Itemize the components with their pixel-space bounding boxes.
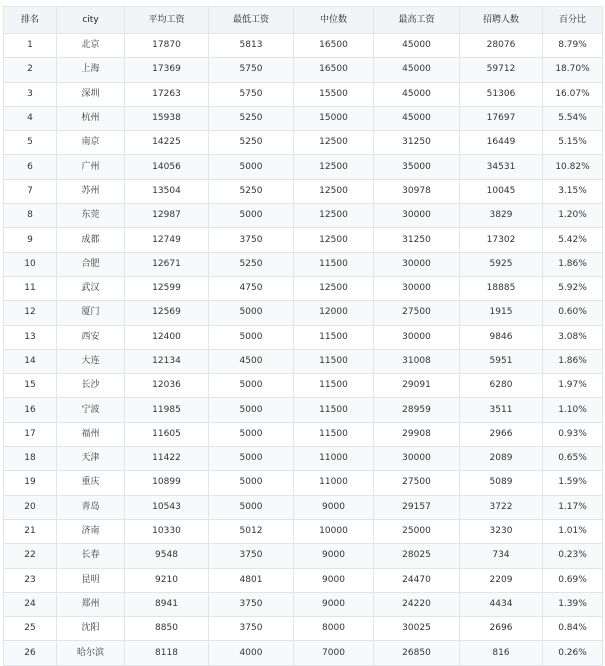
cell-city: 厦门 — [57, 301, 125, 325]
cell-percent: 1.20% — [543, 204, 603, 228]
cell-job-count: 17697 — [460, 106, 543, 130]
cell-avg-salary: 12569 — [125, 301, 209, 325]
table-row — [4, 568, 603, 592]
table-row — [4, 641, 603, 665]
cell-max-salary: 31250 — [374, 228, 460, 252]
cell-percent: 5.42% — [543, 228, 603, 252]
cell-percent: 5.54% — [543, 106, 603, 130]
cell-max-salary: 30000 — [374, 276, 460, 300]
cell-job-count: 16449 — [460, 131, 543, 155]
cell-median: 16500 — [294, 34, 374, 58]
cell-min-salary: 3750 — [209, 544, 294, 568]
cell-city: 东莞 — [57, 204, 125, 228]
table-row — [4, 179, 603, 203]
column-header-rank[interactable]: 排名 — [4, 7, 57, 34]
cell-city: 福州 — [57, 422, 125, 446]
table-row — [4, 374, 603, 398]
cell-rank: 24 — [4, 592, 57, 616]
cell-rank: 13 — [4, 325, 57, 349]
cell-city: 上海 — [57, 58, 125, 82]
column-header-job-count[interactable]: 招聘人数 — [460, 7, 543, 34]
cell-avg-salary: 14225 — [125, 131, 209, 155]
table-row — [4, 349, 603, 373]
cell-percent: 5.15% — [543, 131, 603, 155]
cell-percent: 3.15% — [543, 179, 603, 203]
table-row — [4, 544, 603, 568]
cell-min-salary: 5250 — [209, 131, 294, 155]
cell-max-salary: 30000 — [374, 325, 460, 349]
cell-rank: 2 — [4, 58, 57, 82]
table-row — [4, 519, 603, 543]
column-header-min-salary[interactable]: 最低工资 — [209, 7, 294, 34]
cell-rank: 16 — [4, 398, 57, 422]
cell-city: 昆明 — [57, 568, 125, 592]
cell-rank: 17 — [4, 422, 57, 446]
cell-median: 12500 — [294, 179, 374, 203]
cell-max-salary: 28025 — [374, 544, 460, 568]
cell-rank: 23 — [4, 568, 57, 592]
cell-min-salary: 5250 — [209, 252, 294, 276]
cell-percent: 1.97% — [543, 374, 603, 398]
cell-min-salary: 5750 — [209, 82, 294, 106]
cell-min-salary: 4500 — [209, 349, 294, 373]
cell-min-salary: 3750 — [209, 592, 294, 616]
cell-median: 12000 — [294, 301, 374, 325]
cell-max-salary: 28959 — [374, 398, 460, 422]
cell-rank: 7 — [4, 179, 57, 203]
cell-percent: 1.59% — [543, 471, 603, 495]
cell-percent: 3.08% — [543, 325, 603, 349]
cell-max-salary: 31250 — [374, 131, 460, 155]
cell-median: 11000 — [294, 447, 374, 471]
cell-city: 成都 — [57, 228, 125, 252]
salary-table — [3, 6, 603, 666]
cell-city: 广州 — [57, 155, 125, 179]
cell-percent: 1.10% — [543, 398, 603, 422]
column-header-percent[interactable]: 百分比 — [543, 7, 603, 34]
cell-median: 11500 — [294, 398, 374, 422]
cell-min-salary: 5000 — [209, 204, 294, 228]
cell-max-salary: 30978 — [374, 179, 460, 203]
cell-job-count: 28076 — [460, 34, 543, 58]
cell-percent: 0.23% — [543, 544, 603, 568]
cell-avg-salary: 10330 — [125, 519, 209, 543]
table-row — [4, 422, 603, 446]
cell-rank: 1 — [4, 34, 57, 58]
cell-percent: 10.82% — [543, 155, 603, 179]
cell-job-count: 734 — [460, 544, 543, 568]
cell-rank: 3 — [4, 82, 57, 106]
cell-max-salary: 26850 — [374, 641, 460, 665]
cell-job-count: 17302 — [460, 228, 543, 252]
cell-percent: 1.17% — [543, 495, 603, 519]
cell-min-salary: 5000 — [209, 325, 294, 349]
cell-avg-salary: 12987 — [125, 204, 209, 228]
cell-avg-salary: 12599 — [125, 276, 209, 300]
cell-job-count: 4434 — [460, 592, 543, 616]
cell-min-salary: 4750 — [209, 276, 294, 300]
cell-median: 11500 — [294, 349, 374, 373]
table-row — [4, 617, 603, 641]
cell-percent: 0.60% — [543, 301, 603, 325]
cell-job-count: 51306 — [460, 82, 543, 106]
cell-min-salary: 5250 — [209, 106, 294, 130]
cell-avg-salary: 9210 — [125, 568, 209, 592]
cell-min-salary: 5000 — [209, 471, 294, 495]
cell-median: 12500 — [294, 155, 374, 179]
cell-avg-salary: 11605 — [125, 422, 209, 446]
cell-min-salary: 4000 — [209, 641, 294, 665]
table-row — [4, 447, 603, 471]
table-row — [4, 592, 603, 616]
cell-avg-salary: 11985 — [125, 398, 209, 422]
table-row — [4, 301, 603, 325]
cell-percent: 1.39% — [543, 592, 603, 616]
cell-job-count: 1915 — [460, 301, 543, 325]
cell-city: 北京 — [57, 34, 125, 58]
cell-median: 12500 — [294, 228, 374, 252]
cell-city: 合肥 — [57, 252, 125, 276]
cell-max-salary: 35000 — [374, 155, 460, 179]
cell-median: 8000 — [294, 617, 374, 641]
salary-table-container — [3, 6, 602, 666]
cell-avg-salary: 8850 — [125, 617, 209, 641]
cell-rank: 10 — [4, 252, 57, 276]
cell-city: 宁波 — [57, 398, 125, 422]
column-header-median[interactable]: 中位数 — [294, 7, 374, 34]
cell-min-salary: 5000 — [209, 374, 294, 398]
cell-job-count: 2696 — [460, 617, 543, 641]
cell-city: 苏州 — [57, 179, 125, 203]
table-row — [4, 252, 603, 276]
cell-max-salary: 29908 — [374, 422, 460, 446]
cell-median: 11000 — [294, 471, 374, 495]
cell-max-salary: 25000 — [374, 519, 460, 543]
cell-job-count: 10045 — [460, 179, 543, 203]
cell-min-salary: 5000 — [209, 398, 294, 422]
cell-avg-salary: 12749 — [125, 228, 209, 252]
cell-min-salary: 3750 — [209, 617, 294, 641]
cell-city: 沈阳 — [57, 617, 125, 641]
table-row — [4, 131, 603, 155]
cell-percent: 1.01% — [543, 519, 603, 543]
cell-percent: 1.86% — [543, 349, 603, 373]
cell-job-count: 2209 — [460, 568, 543, 592]
cell-job-count: 18885 — [460, 276, 543, 300]
table-header-row — [4, 7, 603, 34]
cell-min-salary: 5000 — [209, 301, 294, 325]
cell-job-count: 59712 — [460, 58, 543, 82]
cell-rank: 9 — [4, 228, 57, 252]
cell-max-salary: 45000 — [374, 34, 460, 58]
table-row — [4, 58, 603, 82]
cell-min-salary: 5000 — [209, 447, 294, 471]
cell-city: 武汉 — [57, 276, 125, 300]
cell-median: 12500 — [294, 131, 374, 155]
cell-median: 15500 — [294, 82, 374, 106]
cell-median: 7000 — [294, 641, 374, 665]
cell-job-count: 5925 — [460, 252, 543, 276]
cell-job-count: 9846 — [460, 325, 543, 349]
table-row — [4, 276, 603, 300]
column-header-city[interactable]: city — [57, 7, 125, 34]
table-row — [4, 155, 603, 179]
cell-rank: 21 — [4, 519, 57, 543]
cell-rank: 8 — [4, 204, 57, 228]
cell-city: 长沙 — [57, 374, 125, 398]
cell-median: 15000 — [294, 106, 374, 130]
cell-city: 大连 — [57, 349, 125, 373]
cell-max-salary: 27500 — [374, 471, 460, 495]
cell-city: 郑州 — [57, 592, 125, 616]
cell-rank: 5 — [4, 131, 57, 155]
cell-rank: 11 — [4, 276, 57, 300]
table-row — [4, 82, 603, 106]
cell-job-count: 5951 — [460, 349, 543, 373]
cell-avg-salary: 12036 — [125, 374, 209, 398]
cell-avg-salary: 9548 — [125, 544, 209, 568]
table-body — [4, 34, 603, 666]
cell-rank: 4 — [4, 106, 57, 130]
cell-avg-salary: 15938 — [125, 106, 209, 130]
cell-max-salary: 24470 — [374, 568, 460, 592]
cell-max-salary: 45000 — [374, 82, 460, 106]
cell-max-salary: 29157 — [374, 495, 460, 519]
cell-max-salary: 30025 — [374, 617, 460, 641]
cell-median: 12500 — [294, 276, 374, 300]
cell-percent: 16.07% — [543, 82, 603, 106]
cell-avg-salary: 10899 — [125, 471, 209, 495]
cell-min-salary: 5813 — [209, 34, 294, 58]
cell-min-salary: 5000 — [209, 495, 294, 519]
cell-median: 12500 — [294, 204, 374, 228]
cell-avg-salary: 13504 — [125, 179, 209, 203]
cell-max-salary: 24220 — [374, 592, 460, 616]
cell-rank: 26 — [4, 641, 57, 665]
cell-city: 青岛 — [57, 495, 125, 519]
table-row — [4, 325, 603, 349]
cell-min-salary: 5000 — [209, 422, 294, 446]
cell-job-count: 3722 — [460, 495, 543, 519]
table-row — [4, 106, 603, 130]
cell-percent: 0.84% — [543, 617, 603, 641]
cell-avg-salary: 17263 — [125, 82, 209, 106]
cell-min-salary: 5250 — [209, 179, 294, 203]
cell-rank: 22 — [4, 544, 57, 568]
cell-median: 11500 — [294, 422, 374, 446]
cell-median: 11500 — [294, 252, 374, 276]
table-row — [4, 34, 603, 58]
cell-city: 深圳 — [57, 82, 125, 106]
cell-min-salary: 5000 — [209, 155, 294, 179]
cell-job-count: 5089 — [460, 471, 543, 495]
table-row — [4, 204, 603, 228]
cell-avg-salary: 17870 — [125, 34, 209, 58]
cell-job-count: 3511 — [460, 398, 543, 422]
cell-rank: 6 — [4, 155, 57, 179]
cell-city: 重庆 — [57, 471, 125, 495]
cell-max-salary: 45000 — [374, 106, 460, 130]
cell-rank: 25 — [4, 617, 57, 641]
cell-city: 天津 — [57, 447, 125, 471]
cell-percent: 0.65% — [543, 447, 603, 471]
cell-rank: 15 — [4, 374, 57, 398]
cell-median: 11500 — [294, 374, 374, 398]
cell-rank: 12 — [4, 301, 57, 325]
cell-job-count: 2089 — [460, 447, 543, 471]
cell-avg-salary: 8118 — [125, 641, 209, 665]
table-row — [4, 495, 603, 519]
cell-max-salary: 27500 — [374, 301, 460, 325]
cell-percent: 8.79% — [543, 34, 603, 58]
table-row — [4, 398, 603, 422]
cell-city: 西安 — [57, 325, 125, 349]
cell-city: 哈尔滨 — [57, 641, 125, 665]
cell-avg-salary: 12400 — [125, 325, 209, 349]
cell-rank: 18 — [4, 447, 57, 471]
cell-median: 9000 — [294, 495, 374, 519]
cell-min-salary: 5012 — [209, 519, 294, 543]
cell-rank: 14 — [4, 349, 57, 373]
cell-avg-salary: 10543 — [125, 495, 209, 519]
cell-max-salary: 45000 — [374, 58, 460, 82]
cell-median: 9000 — [294, 568, 374, 592]
cell-percent: 5.92% — [543, 276, 603, 300]
cell-job-count: 6280 — [460, 374, 543, 398]
cell-median: 10000 — [294, 519, 374, 543]
cell-min-salary: 3750 — [209, 228, 294, 252]
cell-job-count: 2966 — [460, 422, 543, 446]
cell-avg-salary: 17369 — [125, 58, 209, 82]
cell-avg-salary: 14056 — [125, 155, 209, 179]
cell-percent: 0.69% — [543, 568, 603, 592]
cell-avg-salary: 11422 — [125, 447, 209, 471]
table-row — [4, 228, 603, 252]
cell-median: 11500 — [294, 325, 374, 349]
cell-city: 南京 — [57, 131, 125, 155]
cell-city: 济南 — [57, 519, 125, 543]
cell-median: 16500 — [294, 58, 374, 82]
cell-min-salary: 4801 — [209, 568, 294, 592]
cell-city: 长春 — [57, 544, 125, 568]
cell-median: 9000 — [294, 544, 374, 568]
cell-max-salary: 30000 — [374, 447, 460, 471]
cell-city: 杭州 — [57, 106, 125, 130]
cell-percent: 18.70% — [543, 58, 603, 82]
cell-max-salary: 29091 — [374, 374, 460, 398]
cell-max-salary: 30000 — [374, 252, 460, 276]
cell-max-salary: 31008 — [374, 349, 460, 373]
column-header-avg-salary[interactable]: 平均工资 — [125, 7, 209, 34]
cell-percent: 0.26% — [543, 641, 603, 665]
cell-rank: 20 — [4, 495, 57, 519]
cell-job-count: 3230 — [460, 519, 543, 543]
cell-job-count: 34531 — [460, 155, 543, 179]
cell-avg-salary: 12134 — [125, 349, 209, 373]
cell-job-count: 3829 — [460, 204, 543, 228]
column-header-max-salary[interactable]: 最高工资 — [374, 7, 460, 34]
cell-percent: 0.93% — [543, 422, 603, 446]
cell-avg-salary: 12671 — [125, 252, 209, 276]
cell-median: 9000 — [294, 592, 374, 616]
cell-job-count: 816 — [460, 641, 543, 665]
cell-min-salary: 5750 — [209, 58, 294, 82]
cell-percent: 1.86% — [543, 252, 603, 276]
cell-max-salary: 30000 — [374, 204, 460, 228]
cell-avg-salary: 8941 — [125, 592, 209, 616]
cell-rank: 19 — [4, 471, 57, 495]
table-row — [4, 471, 603, 495]
